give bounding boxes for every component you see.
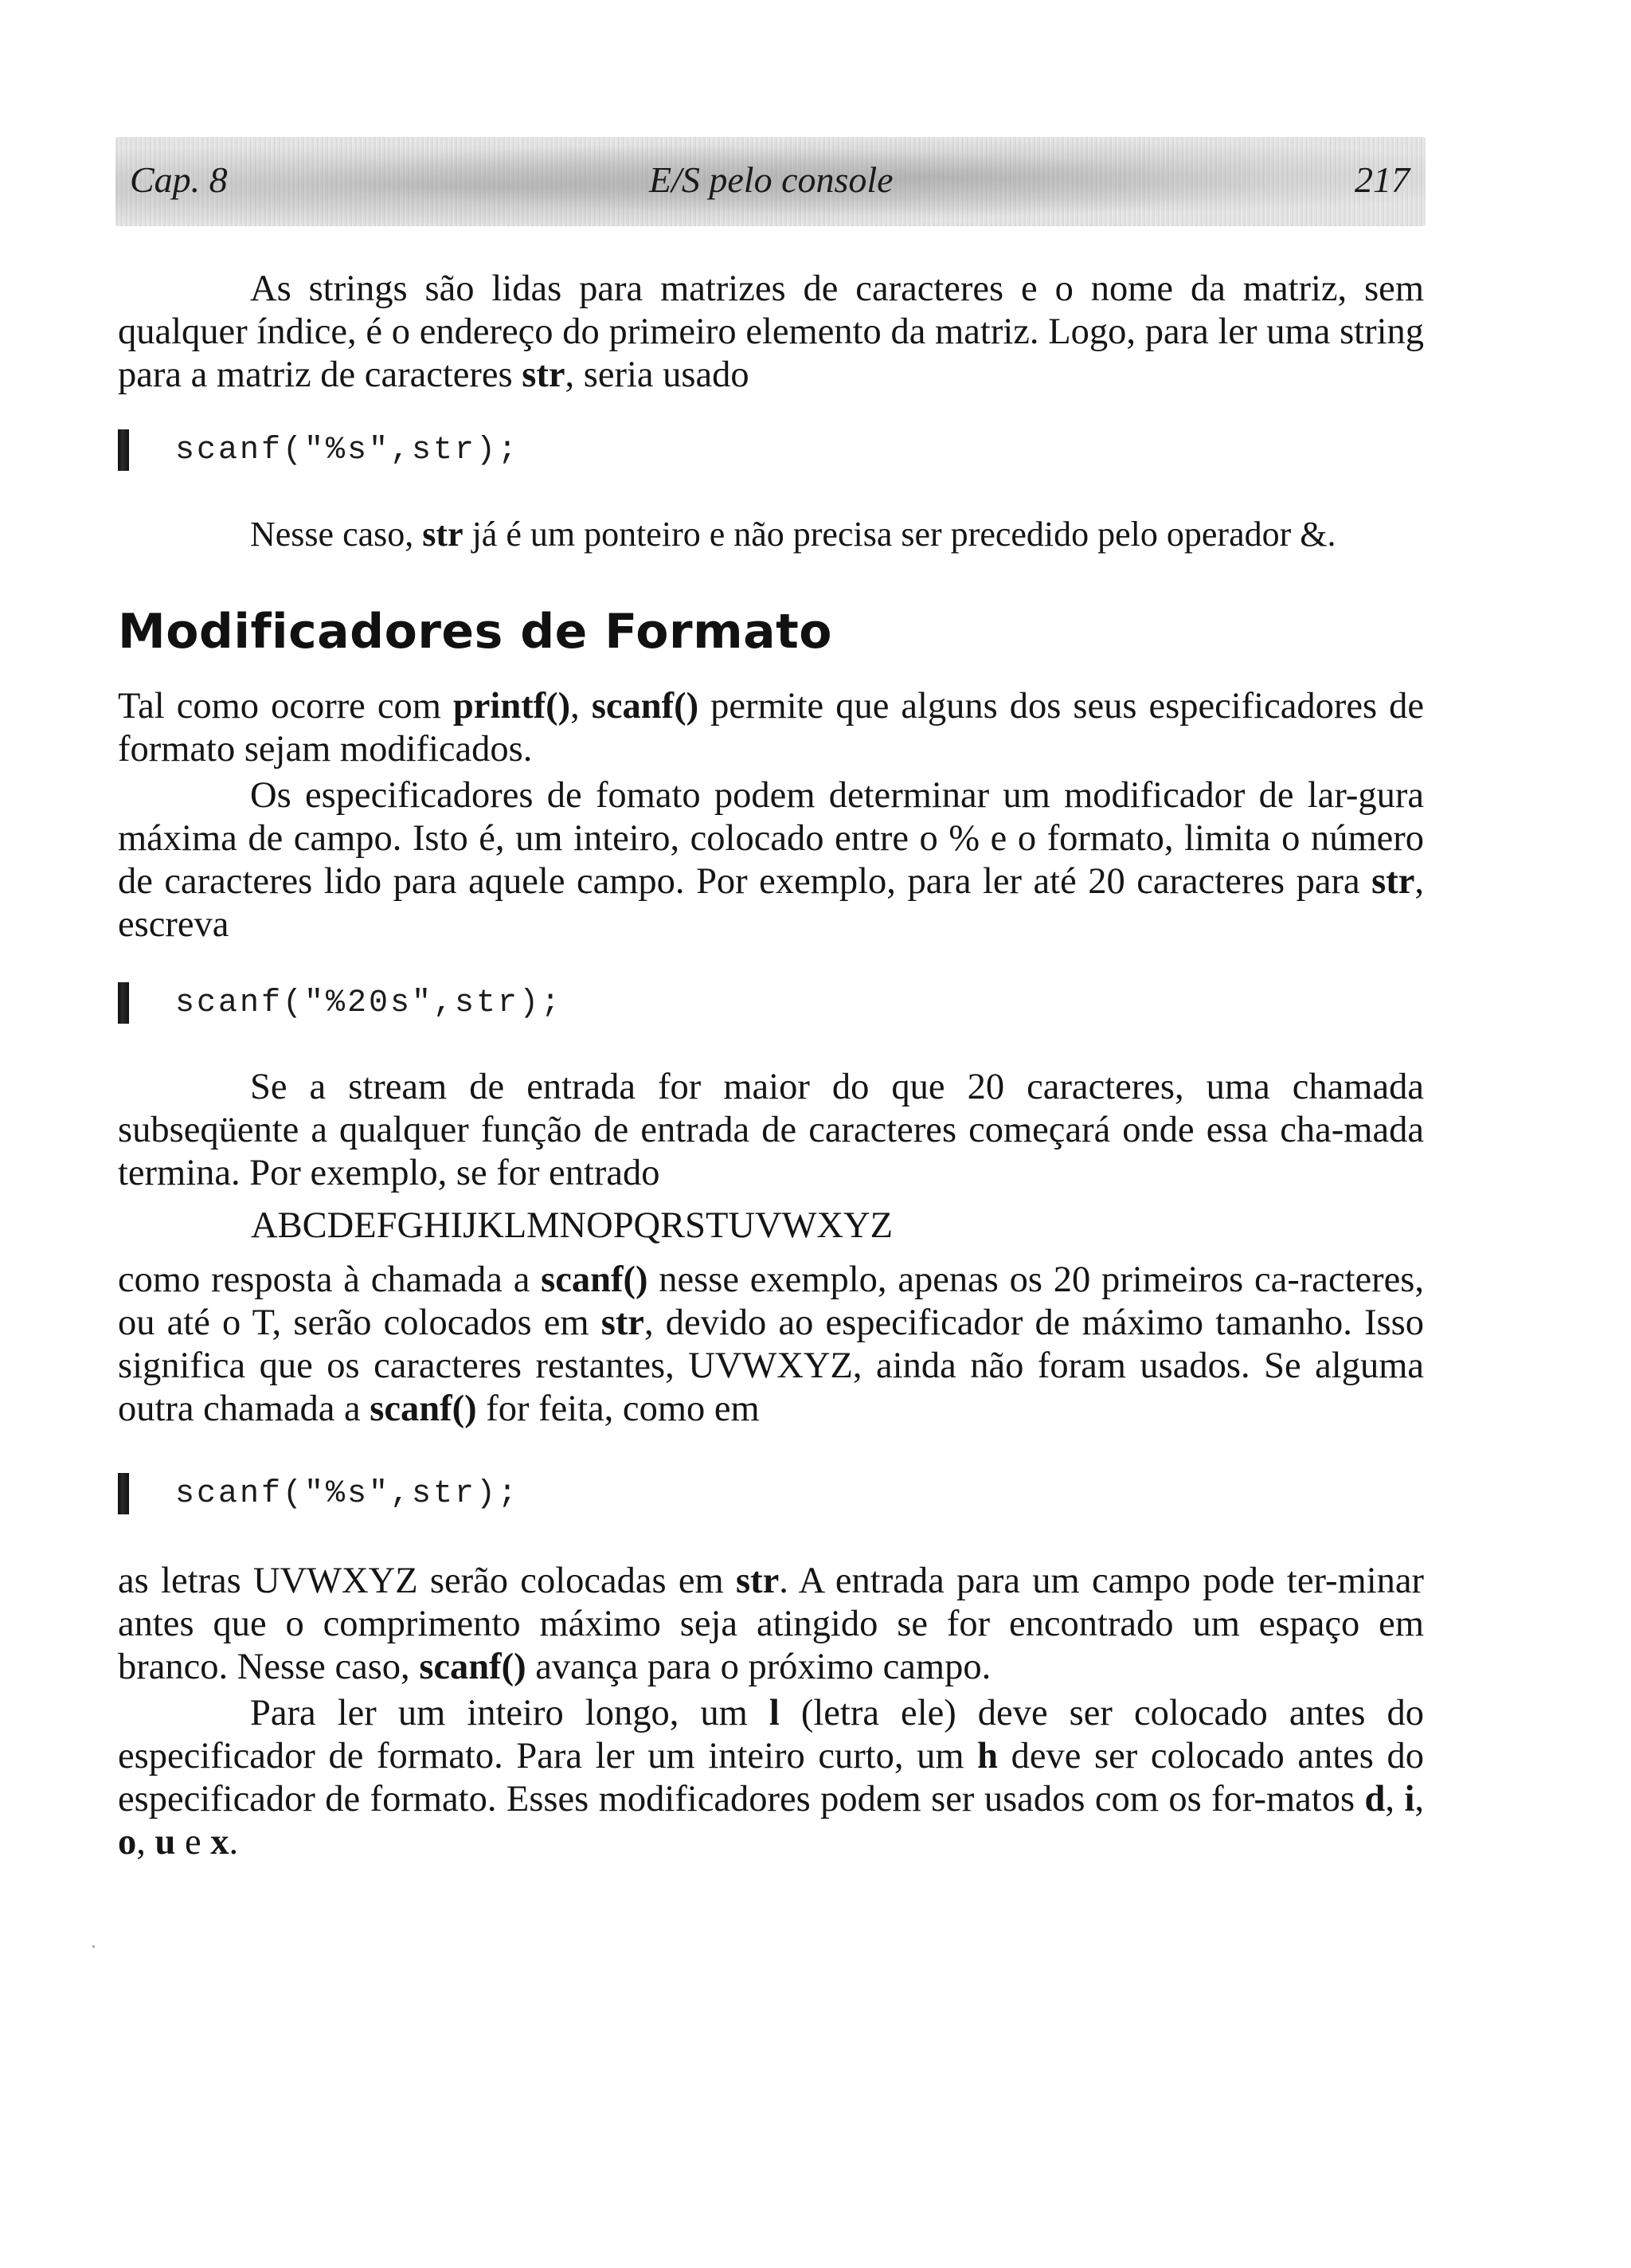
code-marker-icon	[118, 429, 129, 471]
code-line-2: scanf("%20s",str);	[118, 981, 562, 1024]
running-header	[115, 137, 1426, 226]
chapter-title: E/S pelo console	[649, 159, 894, 200]
scan-speck	[92, 1945, 95, 1948]
example-input-line: ABCDEFGHIJKLMNOPQRSTUVWXYZ	[251, 1205, 894, 1246]
paragraph-response: como resposta à chamada a scanf() nesse exemplo, apenas os 20 primeiros ca-racteres, ou até o T, serão colocados em str, devido ao especificador de máximo tamanho. Isso significa que os caracteres restantes, UVWXYZ, ainda não foram usados. Se alguma outra chamada a scanf() for feita, como em	[118, 1259, 1424, 1429]
code-marker-icon	[118, 1473, 129, 1514]
paragraph-intro-modifiers: Tal como ocorre com printf(), scanf() permite que alguns dos seus especificadores de formato sejam modificados.	[118, 686, 1424, 770]
paragraph-pointer-note: Nesse caso, str já é um ponteiro e não precisa ser precedido pelo operador &.	[250, 515, 1336, 554]
code-line-3: scanf("%s",str);	[118, 1472, 519, 1515]
page-number: 217	[1355, 159, 1410, 200]
section-heading: Modificadores de Formato	[118, 604, 833, 660]
code-marker-icon	[118, 982, 129, 1024]
chapter-label: Cap. 8	[130, 159, 228, 200]
code-line-1: scanf("%s",str);	[118, 429, 519, 472]
paragraph-long-short: Para ler um inteiro longo, um l (letra ele) deve ser colocado antes do especificador de formato. Para ler um inteiro curto, um h deve ser colocado antes do especificador de formato. Esses modificadores podem ser usados com os for-matos d, i, o, u e x.	[118, 1693, 1425, 1863]
paragraph-stream-input: Se a stream de entrada for maior do que 20 caracteres, uma chamada subseqüente a qualquer função de entrada de caracteres começará onde essa cha-mada termina. Por exemplo, se for entrado	[118, 1067, 1424, 1193]
paragraph-strings: As strings são lidas para matrizes de caracteres e o nome da matriz, sem qualquer índice, é o endereço do primeiro elemento da matriz. Logo, para ler uma string para a matriz de caracteres str, seria usado	[118, 268, 1424, 395]
paragraph-width-modifier: Os especificadores de fomato podem determinar um modificador de lar-gura máxima de campo. Isto é, um inteiro, colocado entre o % e o formato, limita o número de caracteres lido para aquele campo. Por exemplo, para ler até 20 caracteres para str, escreva	[118, 775, 1424, 945]
paragraph-whitespace: as letras UVWXYZ serão colocadas em str. A entrada para um campo pode ter-minar antes que o comprimento máximo seja atingido se for encontrado um espaço em branco. Nesse caso, scanf() avança para o próximo campo.	[118, 1561, 1424, 1687]
